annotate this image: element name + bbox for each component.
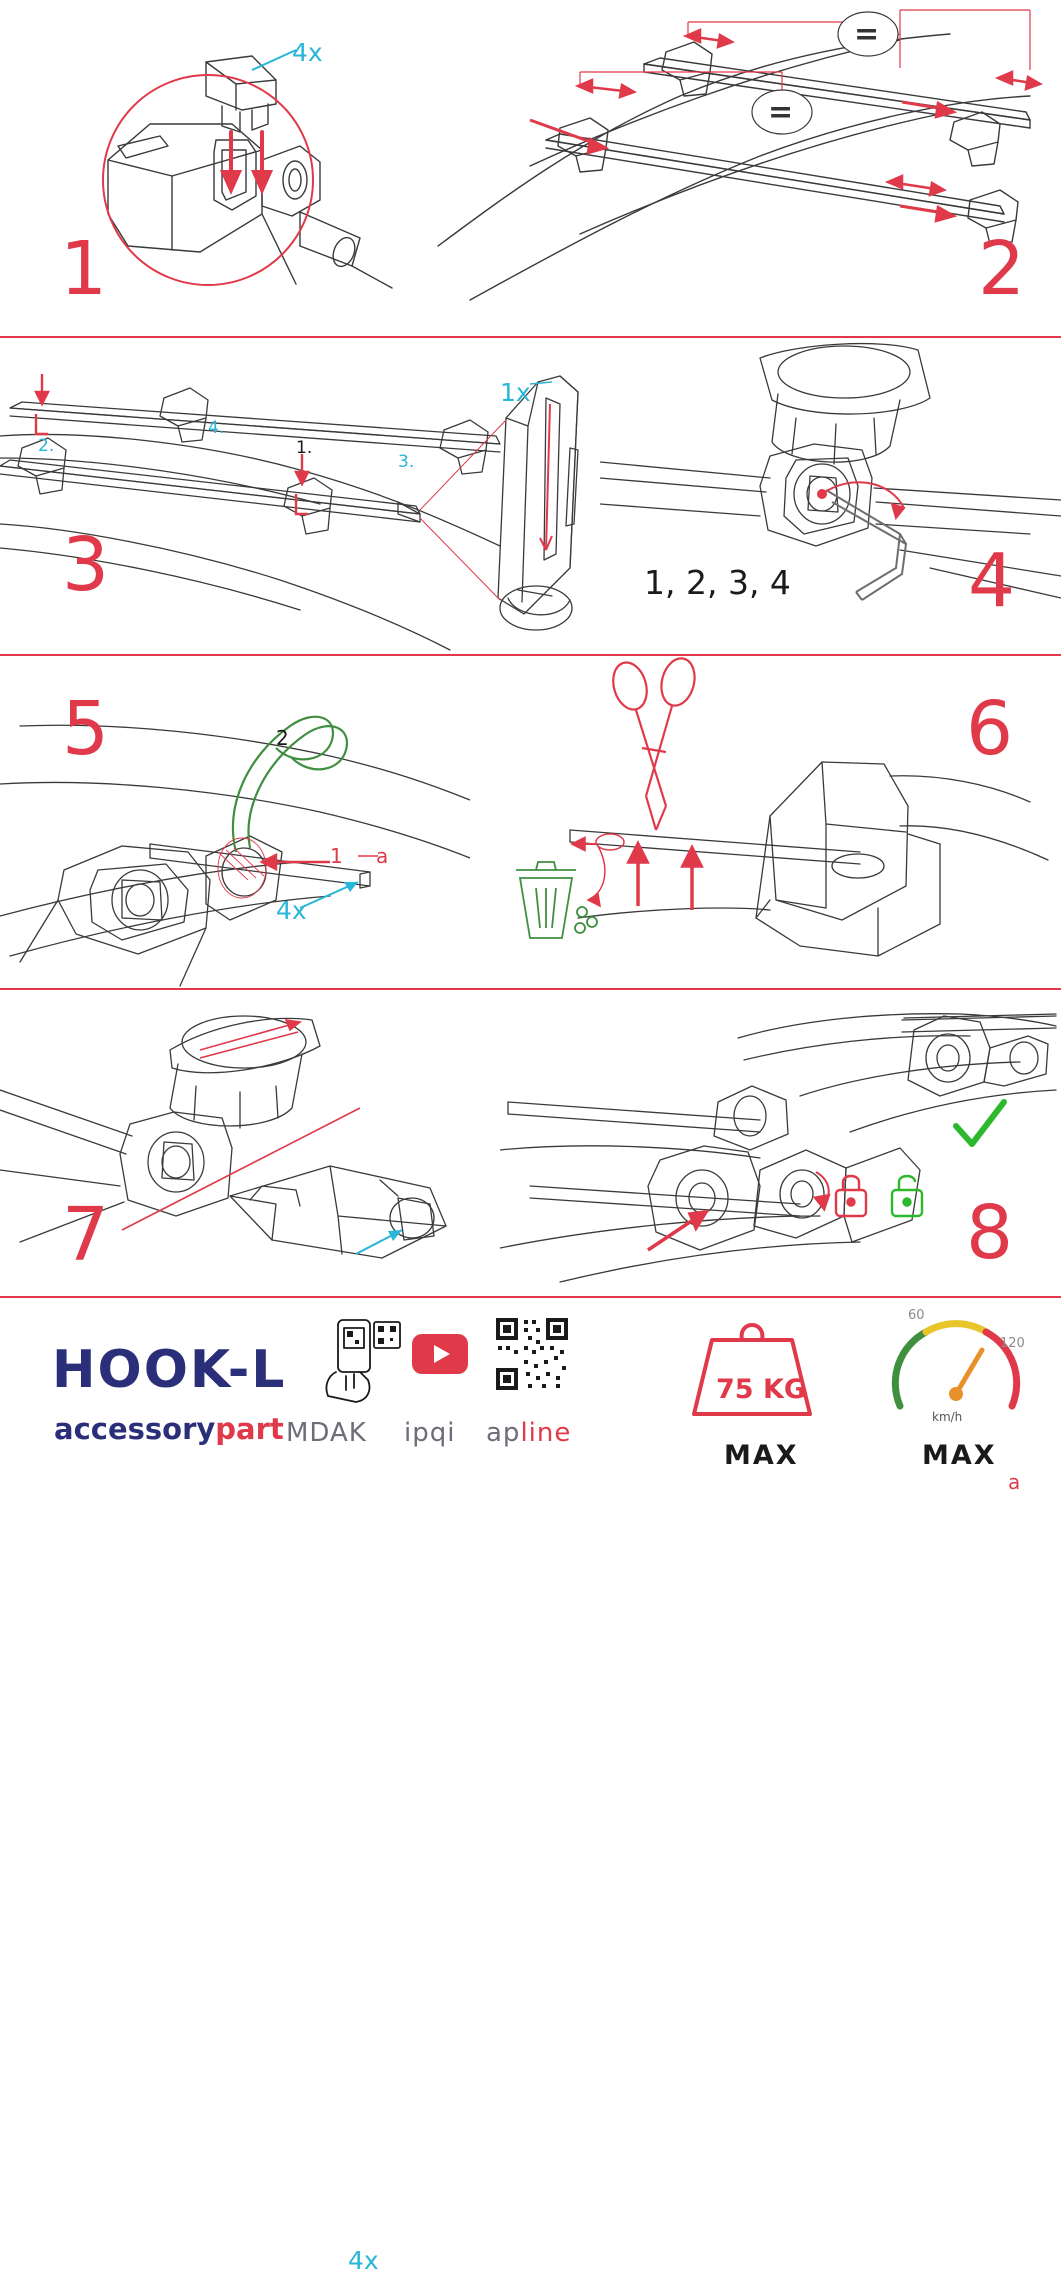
step-5-number: 5 xyxy=(62,686,111,772)
speed-tick-120: 120 xyxy=(1000,1336,1025,1351)
partner-apline-part1: ap xyxy=(486,1418,521,1448)
youtube-icon[interactable] xyxy=(412,1334,468,1374)
step-8-number: 8 xyxy=(966,1190,1015,1276)
qr-code-icon[interactable] xyxy=(494,1316,570,1392)
step-4-sequence-text: 1, 2, 3, 4 xyxy=(644,563,791,602)
step-1-callout-4x: 4x xyxy=(292,38,323,67)
step-6-number: 6 xyxy=(966,686,1015,772)
step-5-callout-2: 2 xyxy=(276,726,289,750)
step-3-callout-1x: 1x xyxy=(500,378,531,407)
partner-apline-part2: line xyxy=(520,1418,572,1448)
step-6-callout-a: a xyxy=(1008,1470,1021,1494)
step-4-sequence xyxy=(644,563,791,602)
step-2-illustration xyxy=(430,0,1061,336)
weight-limit-icon xyxy=(686,1310,818,1422)
partner-mdak: MDAK xyxy=(286,1418,367,1448)
step-2-number: 2 xyxy=(978,226,1027,312)
partner-ipqi: ipqi xyxy=(404,1418,456,1448)
step-3-callout-4: 4. xyxy=(208,418,225,438)
partner-apline xyxy=(486,1418,571,1448)
step-7-callout-4x: 4x xyxy=(348,2246,379,2275)
step-7-number: 7 xyxy=(62,1192,111,1278)
step-1-number: 1 xyxy=(60,226,109,312)
speed-unit: km/h xyxy=(932,1410,963,1424)
product-title: HOOK-L xyxy=(52,1340,287,1400)
step-5-callout-1: 1 xyxy=(330,844,343,868)
speed-tick-60: 60 xyxy=(908,1308,925,1323)
step-2-panel xyxy=(430,0,1061,336)
step-5-callout-a: a xyxy=(376,844,389,868)
step-3-callout-2: 2. xyxy=(38,436,55,456)
weight-max-label: MAX xyxy=(724,1440,799,1471)
step-3-callout-3: 3. xyxy=(398,452,415,472)
speed-max-label: MAX xyxy=(922,1440,997,1471)
brand-name-part1: accessory xyxy=(54,1412,216,1446)
step-2-equals-1: = xyxy=(854,17,880,52)
step-3-number: 3 xyxy=(62,522,111,608)
step-1-panel xyxy=(0,0,430,336)
speed-limit-icon xyxy=(886,1310,1026,1422)
qr-scan-hand-icon xyxy=(316,1316,406,1406)
step-3-callout-1: 1. xyxy=(296,438,313,458)
step-5-callout-4x: 4x xyxy=(276,896,307,925)
brand-name-part2: part xyxy=(215,1412,284,1446)
step-2-equals-2: = xyxy=(768,95,794,130)
step-4-number: 4 xyxy=(968,538,1017,624)
brand-name xyxy=(54,1412,284,1446)
weight-value: 75 KG xyxy=(716,1374,807,1405)
step-3-panel xyxy=(0,338,600,654)
